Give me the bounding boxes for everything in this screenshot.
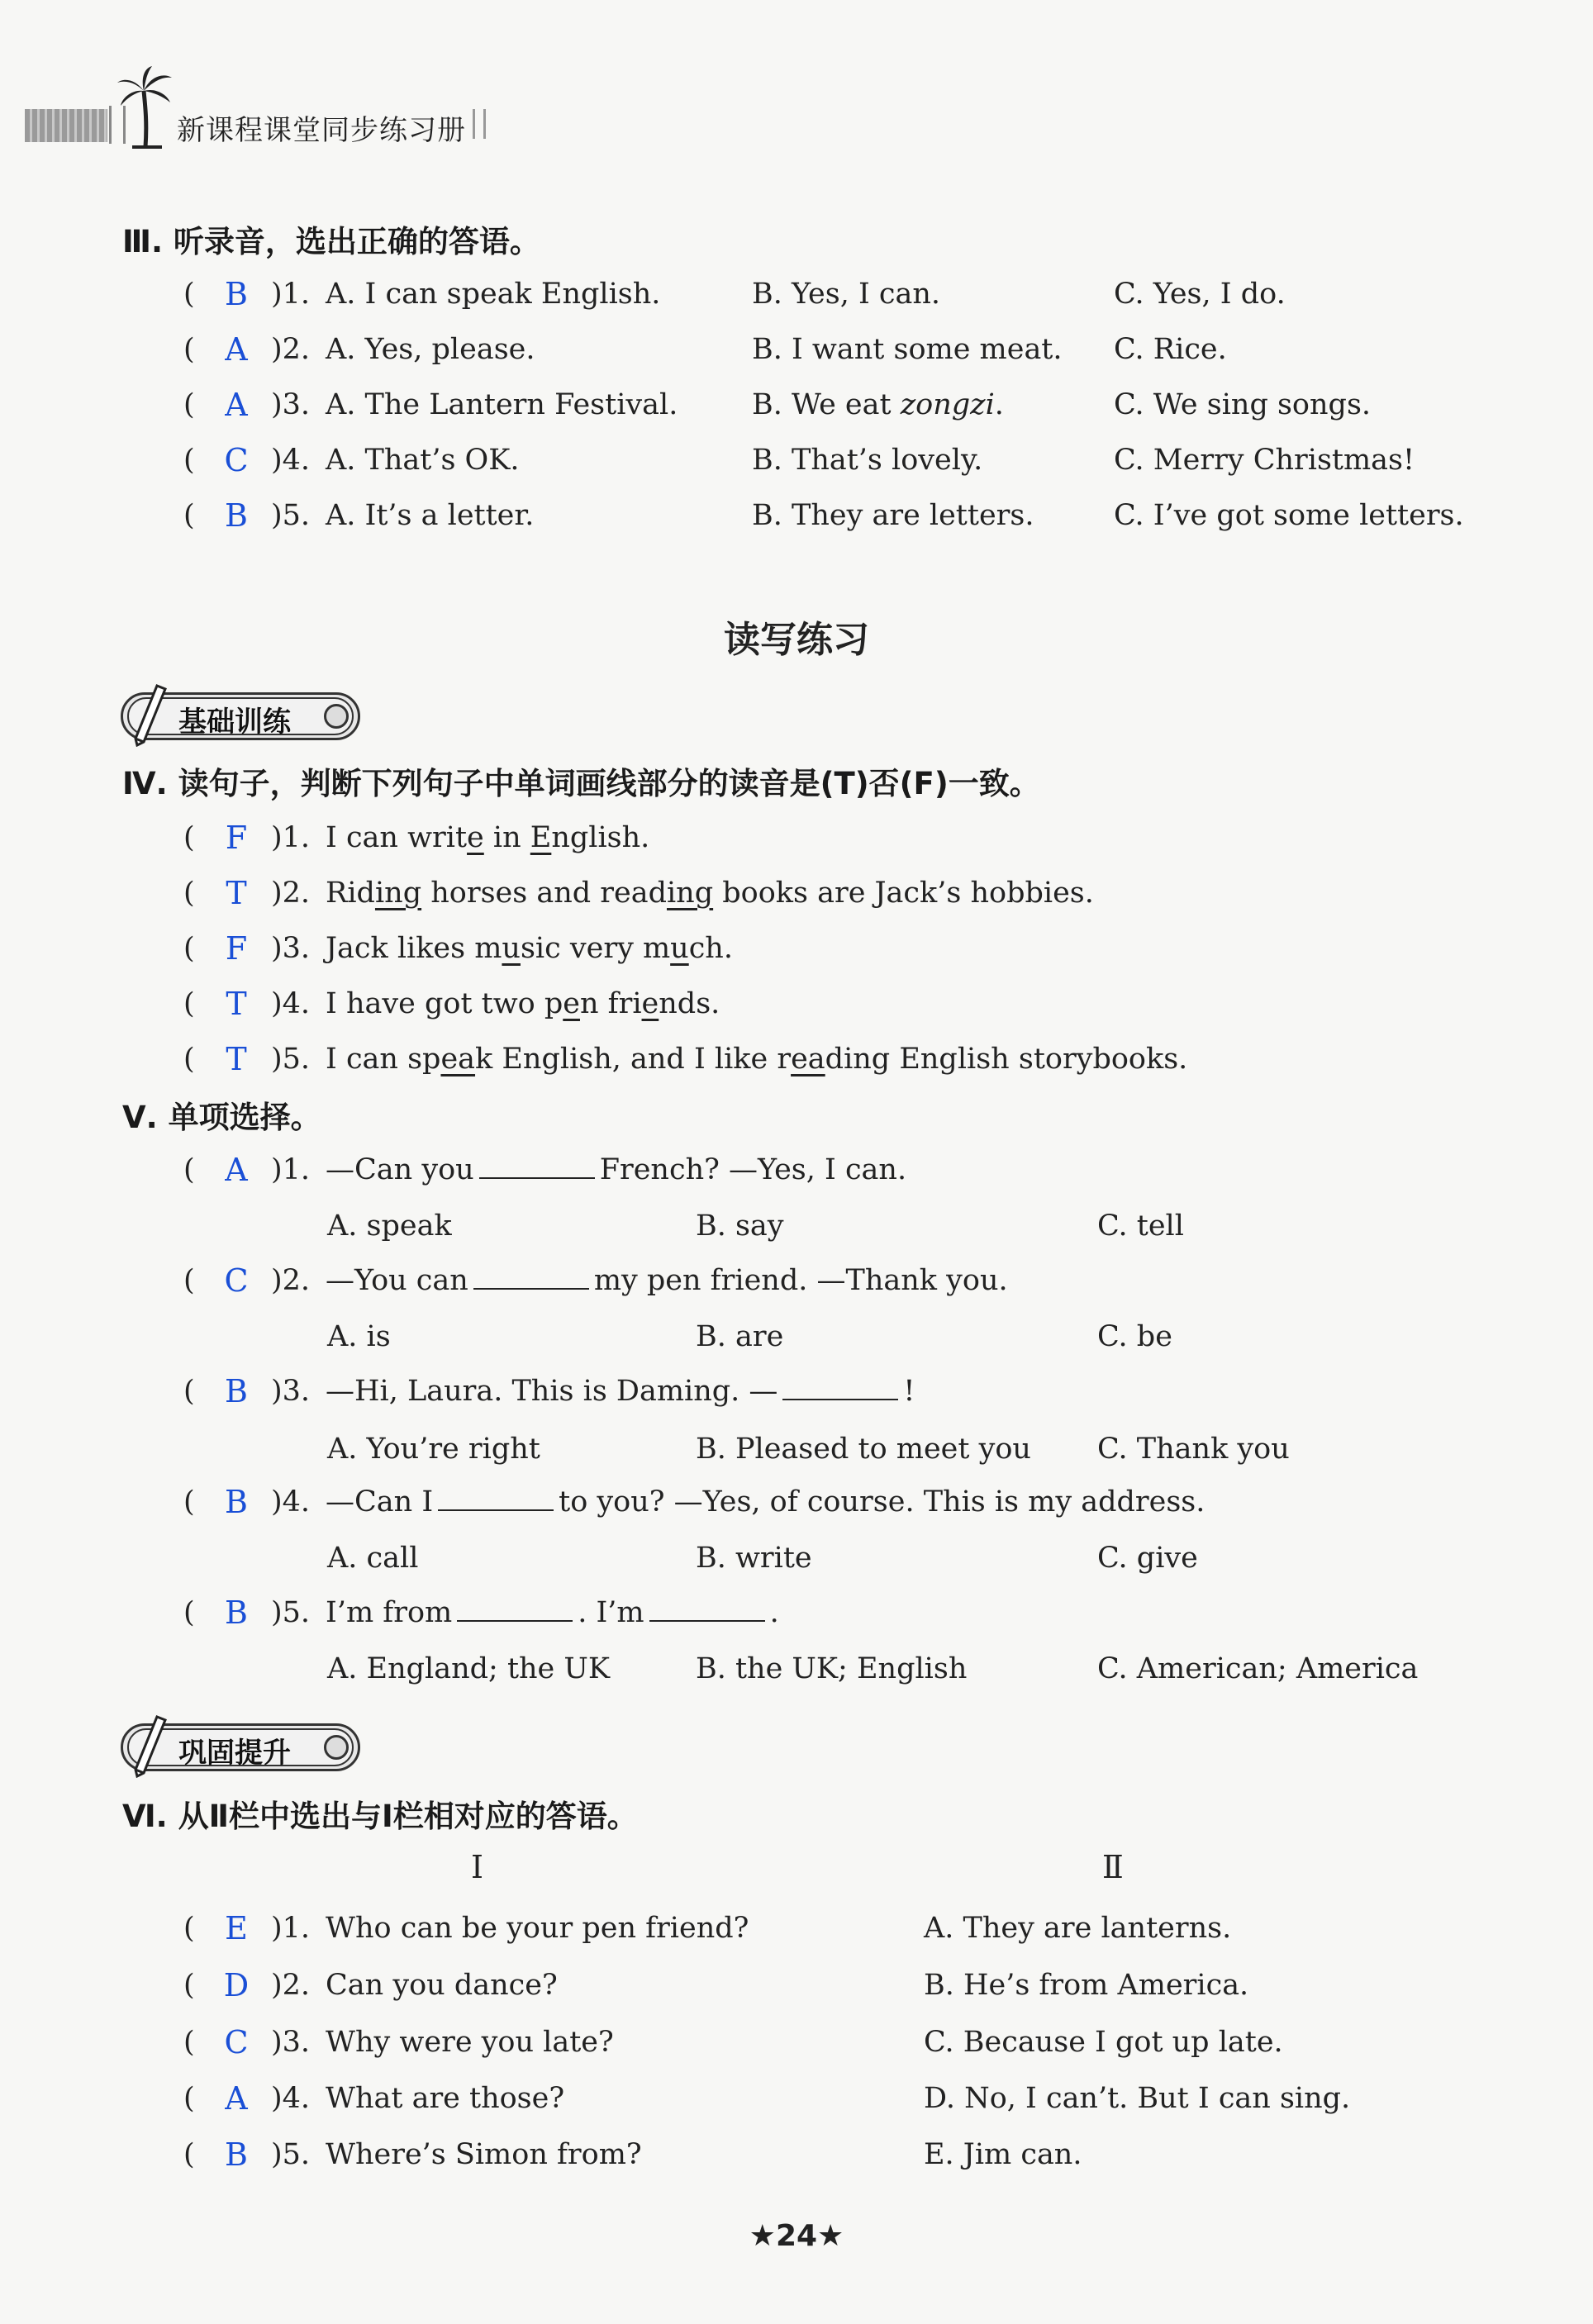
option-a: A. That’s OK. bbox=[326, 444, 520, 477]
option-c: C. Thank you bbox=[1097, 1433, 1290, 1466]
response: A. They are lanterns. bbox=[924, 1912, 1232, 1945]
sentence: I have got two pen friends. bbox=[326, 987, 720, 1020]
section-badge bbox=[121, 692, 360, 740]
question: I’m from . I’m . bbox=[326, 1596, 779, 1629]
pencil-icon bbox=[132, 684, 169, 747]
answer-mark: T bbox=[226, 1041, 247, 1077]
option-b: B. are bbox=[696, 1320, 784, 1353]
answer-mark: B bbox=[225, 276, 248, 312]
answer-mark: A bbox=[225, 331, 248, 368]
sentence: I can speak English, and I like reading English storybooks. bbox=[326, 1043, 1188, 1076]
option-b: B. Yes, I can. bbox=[752, 278, 941, 311]
option-a: A. You’re right bbox=[327, 1433, 540, 1466]
answer-mark: T bbox=[226, 986, 247, 1022]
option-b: B. We eat zongzi. bbox=[752, 388, 1004, 421]
option-c: C. be bbox=[1097, 1320, 1172, 1353]
question: —Can I to you? —Yes, of course. This is my address. bbox=[326, 1485, 1205, 1518]
question: Who can be your pen friend? bbox=[326, 1912, 749, 1945]
badge-label: 巩固提升 bbox=[178, 1737, 291, 1770]
option-b: B. They are letters. bbox=[752, 499, 1034, 532]
answer-mark: F bbox=[225, 930, 248, 967]
option-c: C. tell bbox=[1097, 1210, 1184, 1243]
sentence: I can write in English. bbox=[326, 821, 650, 854]
section-5-title: Ⅴ. 单项选择。 bbox=[122, 1100, 321, 1135]
answer-mark: A bbox=[225, 387, 248, 423]
option-a: A. I can speak English. bbox=[326, 278, 661, 311]
answer-mark: B bbox=[225, 1484, 248, 1520]
pencil-icon bbox=[132, 1715, 169, 1778]
response: D. No, I can’t. But I can sing. bbox=[924, 2082, 1351, 2115]
option-a: A. call bbox=[327, 1542, 419, 1575]
question: What are those? bbox=[326, 2082, 565, 2115]
sentence: Jack likes music very much. bbox=[326, 932, 733, 965]
question: Why were you late? bbox=[326, 2026, 614, 2059]
answer-mark: B bbox=[225, 1594, 248, 1631]
option-c: C. I’ve got some letters. bbox=[1114, 499, 1464, 532]
option-c: C. Yes, I do. bbox=[1114, 278, 1286, 311]
workbook-page: 新课程课堂同步练习册 Ⅲ. 听录音，选出正确的答语。 ( B )1. A. I can speak English. B. Yes, I can. C. Yes, I do. ( A )2. A. Yes, please. B. I want some meat. C. Rice. ( A )3. A. The Lantern Festival. B. We eat zongzi. C. We sing songs. ( C )4. A. That’s OK. B. That’s lovely. C. Merry Christmas! ( B )5. A. It’s a letter. B. They are letters. C. I’ve got some letters. 读写练习 基础训练 Ⅳ. 读句子，判断下列句子中单词画线部分的读音是(T)否(F)一致。 ( F )1. I can write in English. ( T )2. Riding horses and reading books are Jack’s hobbies. ( F )3. Jack likes music very much. ( T )4. I have got two pen friends. ( T )5. I can speak English, and I like reading English storybooks. Ⅴ. 单项选择。 ( A )1. —Can you French? —Yes, I can. A. speak B. say C. tell ( C )2. —You can my pen friend. —Thank you. A. is B. are C. be ( B )3. —Hi, Laura. This is Daming. — ! A. You’re right B. Pleased to meet you C. Thank you ( B )4. —Can I to you? —Yes, of course. This is my address. A. call B. write C. give ( B )5. I’m from . I’m . A. England; the UK B. the UK; English C. American; America 巩固提升 Ⅵ. 从Ⅱ栏中选出与Ⅰ栏相对应的答语。 Ⅰ Ⅱ ( E )1. Who can be your pen friend? A. They are lanterns. ( D )2. Can you dance? B. He’s from America. ( C )3. Why were you late? C. Because I got up late. ( A )4. What are those? D. No, I can’t. But I can sing. ( B )5. Where’s Simon from? E. Jim can. ★24★ bbox=[0, 0, 1593, 2324]
option-b: B. Pleased to meet you bbox=[696, 1433, 1031, 1466]
answer-mark: C bbox=[224, 1262, 249, 1299]
header-tail-divider bbox=[473, 109, 486, 139]
option-b: B. the UK; English bbox=[696, 1652, 968, 1685]
option-a: A. It’s a letter. bbox=[326, 499, 535, 532]
response: C. Because I got up late. bbox=[924, 2026, 1283, 2059]
answer-mark: A bbox=[225, 2080, 248, 2117]
section-4-title: Ⅳ. 读句子，判断下列句子中单词画线部分的读音是(T)否(F)一致。 bbox=[122, 766, 1040, 801]
response: B. He’s from America. bbox=[924, 1969, 1249, 2002]
page-number: ★24★ bbox=[749, 2219, 844, 2253]
palm-tree-icon bbox=[116, 66, 174, 149]
option-c: C. Rice. bbox=[1114, 333, 1227, 366]
question: —You can my pen friend. —Thank you. bbox=[326, 1264, 1008, 1297]
answer-mark: A bbox=[225, 1152, 248, 1188]
option-a: A. Yes, please. bbox=[326, 333, 535, 366]
star-icon: ★ bbox=[817, 2219, 844, 2253]
badge-label: 基础训练 bbox=[178, 706, 291, 739]
section-badge bbox=[121, 1723, 360, 1771]
option-b: B. I want some meat. bbox=[752, 333, 1063, 366]
option-c: C. give bbox=[1097, 1542, 1198, 1575]
option-c: C. American; America bbox=[1097, 1652, 1419, 1685]
question: —Can you French? —Yes, I can. bbox=[326, 1153, 907, 1186]
question: Where’s Simon from? bbox=[326, 2138, 642, 2171]
answer-mark: C bbox=[224, 2024, 249, 2060]
column-1-heading: Ⅰ bbox=[471, 1849, 484, 1885]
header-decoration-bar bbox=[25, 109, 107, 142]
column-2-heading: Ⅱ bbox=[1102, 1849, 1124, 1885]
option-a: A. The Lantern Festival. bbox=[326, 388, 678, 421]
option-a: A. England; the UK bbox=[327, 1652, 611, 1685]
option-c: C. Merry Christmas! bbox=[1114, 444, 1415, 477]
star-icon: ★ bbox=[749, 2219, 776, 2253]
answer-mark: B bbox=[225, 497, 248, 534]
header-title: 新课程课堂同步练习册 bbox=[177, 114, 466, 147]
option-b: B. That’s lovely. bbox=[752, 444, 983, 477]
answer-mark: B bbox=[225, 1373, 248, 1409]
answer-mark: T bbox=[226, 875, 247, 911]
option-a: A. is bbox=[327, 1320, 391, 1353]
question: Can you dance? bbox=[326, 1969, 558, 2002]
option-c: C. We sing songs. bbox=[1114, 388, 1372, 421]
answer-mark: B bbox=[225, 2136, 248, 2173]
response: E. Jim can. bbox=[924, 2138, 1082, 2171]
sentence: Riding horses and reading books are Jack’s hobbies. bbox=[326, 877, 1094, 910]
option-a: A. speak bbox=[327, 1210, 452, 1243]
section-6-title: Ⅵ. 从Ⅱ栏中选出与Ⅰ栏相对应的答语。 bbox=[122, 1799, 638, 1834]
part-title: 读写练习 bbox=[724, 619, 869, 661]
answer-mark: D bbox=[223, 1967, 250, 2003]
question: —Hi, Laura. This is Daming. — ! bbox=[326, 1375, 915, 1408]
section-3-title: Ⅲ. 听录音，选出正确的答语。 bbox=[122, 224, 540, 259]
option-b: B. write bbox=[696, 1542, 812, 1575]
answer-mark: E bbox=[225, 1910, 248, 1946]
answer-mark: C bbox=[224, 442, 249, 478]
answer-mark: F bbox=[225, 820, 248, 856]
option-b: B. say bbox=[696, 1210, 784, 1243]
